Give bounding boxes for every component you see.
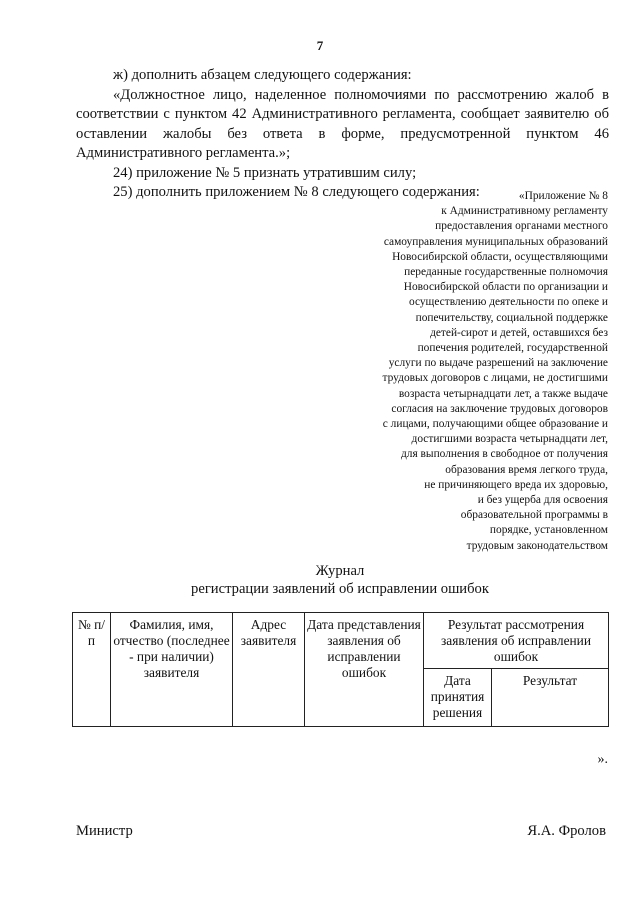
appendix-line: возраста четырнадцати лет, а также выдаче bbox=[398, 387, 608, 400]
appendix-line: осуществлению деятельности по опеке и bbox=[408, 296, 608, 309]
appendix-heading bbox=[308, 189, 608, 554]
appendix-line: попечения родителей, государственной bbox=[417, 342, 608, 355]
header-result: Результат bbox=[492, 669, 609, 727]
header-num: № п/п bbox=[73, 613, 111, 727]
appendix-line: не причиняющего вреда их здоровью, bbox=[424, 478, 608, 491]
header-fio: Фамилия, имя, отчество (последнее - при наличии) заявителя bbox=[111, 613, 233, 727]
header-result-group: Результат рассмотрения заявления об исправлении ошибок bbox=[424, 613, 609, 669]
appendix-line: трудовым законодательством bbox=[466, 539, 608, 552]
appendix-line: образовательной программы в bbox=[460, 509, 608, 522]
page-number: 7 bbox=[316, 38, 324, 53]
journal-subtitle: регистрации заявлений об исправлении ошибок bbox=[191, 581, 489, 597]
appendix-line: с лицами, получающими общее образование и bbox=[382, 418, 608, 431]
paragraph-24: 24) приложение № 5 признать утратившим силу; bbox=[113, 164, 417, 181]
appendix-line: образования время легкого труда, bbox=[445, 463, 608, 476]
paragraph-25: 25) дополнить приложением № 8 следующего содержания: bbox=[113, 184, 480, 200]
body-text bbox=[76, 66, 609, 203]
journal-table bbox=[72, 612, 609, 727]
appendix-line: «Приложение № 8 bbox=[518, 190, 608, 202]
paragraph-zh: ж) дополнить абзацем следующего содержания: bbox=[113, 67, 412, 83]
header-address: Адрес заявителя bbox=[233, 613, 305, 727]
appendix-line: трудовых договоров с лицами, не достигшими bbox=[382, 372, 608, 385]
signature-position: Министр bbox=[76, 823, 133, 839]
appendix-line: самоуправления муниципальных образований bbox=[383, 235, 608, 248]
table-header-row bbox=[73, 613, 609, 669]
appendix-line: услуги по выдаче разрешений на заключение bbox=[388, 357, 608, 370]
appendix-line: Новосибирской области, осуществляющими bbox=[392, 250, 608, 263]
appendix-line: предоставления органами местного bbox=[435, 220, 608, 233]
appendix-line: к Административному регламенту bbox=[441, 205, 608, 218]
header-decision-date: Дата принятия решения bbox=[424, 669, 492, 727]
appendix-line: попечительству, социальной поддержке bbox=[415, 311, 608, 324]
appendix-line: достигшими возраста четырнадцати лет, bbox=[411, 433, 608, 446]
appendix-line: порядке, установленном bbox=[489, 524, 608, 537]
appendix-line: Новосибирской области по организации и bbox=[403, 281, 608, 294]
header-date-submitted: Дата представления заявления об исправлении ошибок bbox=[305, 613, 424, 727]
signature-name: Я.А. Фролов bbox=[527, 823, 606, 839]
journal-title: Журнал bbox=[315, 563, 365, 579]
appendix-line: детей-сирот и детей, оставшихся без bbox=[430, 326, 608, 339]
paragraph-quote: «Должностное лицо, наделенное полномочиями по рассмотрению жалоб в соответствии с пунктом 42 Административного регламента, сообщает заявителю об оставлении жалобы без ответа в форме, предусмотренной пунктом 46 Административного регламента.»; bbox=[76, 86, 609, 161]
appendix-line: для выполнения в свободное от получения bbox=[400, 448, 608, 461]
appendix-line: переданные государственные полномочия bbox=[404, 266, 608, 279]
closing-mark: ». bbox=[597, 752, 608, 767]
appendix-line: согласия на заключение трудовых договоров bbox=[391, 402, 608, 415]
appendix-line: и без ущерба для освоения bbox=[477, 494, 608, 507]
